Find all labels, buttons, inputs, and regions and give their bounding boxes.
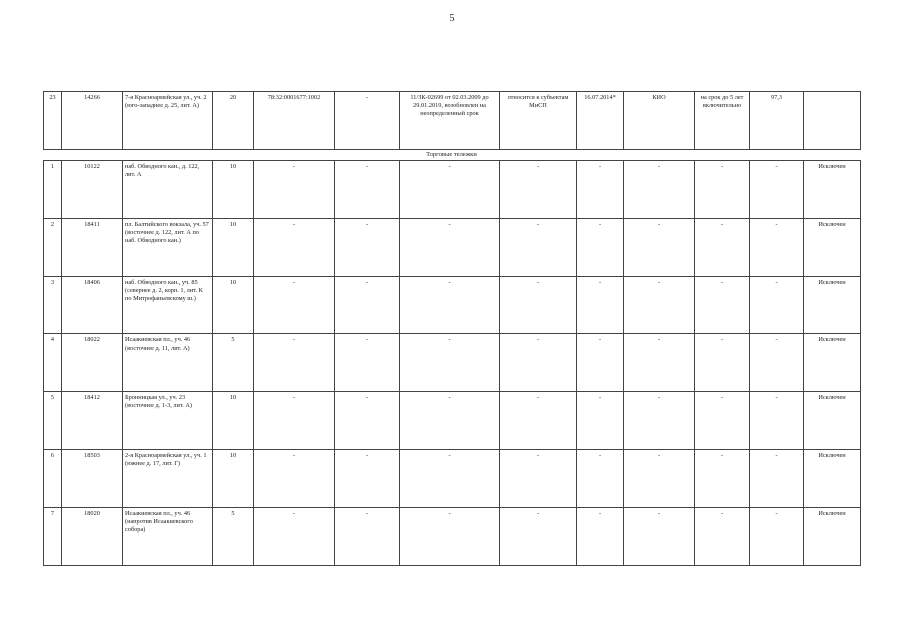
cell-col7: - [400, 161, 500, 219]
cell-col8: - [500, 507, 577, 565]
cell-col10: - [624, 507, 695, 565]
cell-col5: - [254, 449, 335, 507]
cell-code: 18411 [62, 218, 123, 276]
cell-col6: - [335, 161, 400, 219]
cell-col11: - [695, 334, 750, 392]
cell-col7: - [400, 334, 500, 392]
cell-col8: - [500, 276, 577, 334]
cell-col6: - [335, 392, 400, 450]
cell-col11: - [695, 161, 750, 219]
cell-status: Исключен [804, 334, 861, 392]
cell-date: 16.07.2014* [577, 92, 624, 150]
section-title: Торговые тележки [426, 151, 477, 158]
cell-code: 18406 [62, 276, 123, 334]
cell-col7: - [400, 449, 500, 507]
cell-code: 18412 [62, 392, 123, 450]
table-row [44, 92, 861, 150]
cell-address: Бронницкая ул., уч. 23 (восточнее д. 1-3, лит. А) [123, 392, 213, 450]
cell-address: 2-я Красноармейская ул., уч. 1 (южнее д. 17, лит. Г) [123, 449, 213, 507]
cell-col12: - [750, 392, 804, 450]
cell-area: 10 [213, 161, 254, 219]
cell-col8: - [500, 392, 577, 450]
cell-col10: - [624, 161, 695, 219]
cell-col12: - [750, 507, 804, 565]
cell-col5: - [254, 334, 335, 392]
cell-col6: - [335, 276, 400, 334]
cell-col8: - [500, 334, 577, 392]
cell-area: 20 [213, 92, 254, 150]
cell-category: относится к субъектам МиСП [500, 92, 577, 150]
cell-num: 5 [44, 392, 62, 450]
cell-org: КИО [624, 92, 695, 150]
cell-col5: - [254, 161, 335, 219]
cell-col6: - [335, 334, 400, 392]
cell-status: Исключен [804, 392, 861, 450]
cell-col6: - [335, 507, 400, 565]
table-row [44, 449, 861, 507]
cell-status: Исключен [804, 449, 861, 507]
cell-col8: - [500, 161, 577, 219]
cell-code: 10122 [62, 161, 123, 219]
cell-area: 10 [213, 218, 254, 276]
cell-num: 1 [44, 161, 62, 219]
cell-col11: - [695, 218, 750, 276]
cell-code: 14266 [62, 92, 123, 150]
cell-num: 6 [44, 449, 62, 507]
cell-col6: - [335, 449, 400, 507]
cell-address: 7-я Красноармейская ул., уч. 2 (юго-западнее д. 25, лит. А) [123, 92, 213, 150]
cell-col10: - [624, 276, 695, 334]
cell-status: Исключен [804, 161, 861, 219]
cell-area: 10 [213, 276, 254, 334]
cell-col5: - [254, 392, 335, 450]
cell-num: 2 [44, 218, 62, 276]
cell-code: 18503 [62, 449, 123, 507]
cell-code: 18020 [62, 507, 123, 565]
cell-col9: - [577, 334, 624, 392]
cell-address: пл. Балтийского вокзала, уч. 57 (восточнее д. 122, лит. А по наб. Обводного кан.) [123, 218, 213, 276]
cell-col9: - [577, 218, 624, 276]
page-number: 5 [449, 13, 455, 24]
cell-col9: - [577, 161, 624, 219]
top-table [43, 91, 861, 150]
table-row [44, 507, 861, 565]
cell-col8: - [500, 449, 577, 507]
cell-col11: - [695, 449, 750, 507]
cell-col10: - [624, 218, 695, 276]
table-row [44, 276, 861, 334]
cell-col10: - [624, 449, 695, 507]
cell-col9: - [577, 507, 624, 565]
table-row [44, 392, 861, 450]
cell-col11: - [695, 507, 750, 565]
cell-col5: - [254, 507, 335, 565]
cell-col6: - [335, 218, 400, 276]
cell-code: 18022 [62, 334, 123, 392]
cell-cadastral: 78:32:0001677:1002 [254, 92, 335, 150]
cell-address: Исаакиевская пл., уч. 46 (восточнее д. 11, лит. А) [123, 334, 213, 392]
cell-contract: 11/ЗК-02699 от 02.03.2009 до 29.01.2019, возобновлен на неопределенный срок [400, 92, 500, 150]
cell-status [804, 92, 861, 150]
cell-area: 10 [213, 449, 254, 507]
cell-col9: - [577, 449, 624, 507]
cell-col7: - [400, 392, 500, 450]
cell-col12: - [750, 449, 804, 507]
cell-col5: - [254, 218, 335, 276]
cell-col12: - [750, 276, 804, 334]
table-row [44, 161, 861, 219]
cell-status: Исключен [804, 218, 861, 276]
cell-col11: - [695, 392, 750, 450]
cell-col7: - [400, 276, 500, 334]
cell-col6: - [335, 92, 400, 150]
cell-col7: - [400, 218, 500, 276]
cell-col5: - [254, 276, 335, 334]
cell-value: 97,3 [750, 92, 804, 150]
cell-num: 4 [44, 334, 62, 392]
carts-table [43, 160, 861, 566]
cell-col8: - [500, 218, 577, 276]
cell-col12: - [750, 334, 804, 392]
cell-status: Исключен [804, 276, 861, 334]
cell-term: на срок до 5 лет включительно [695, 92, 750, 150]
cell-address: наб. Обводного кан., д. 122, лит. А [123, 161, 213, 219]
cell-num: 23 [44, 92, 62, 150]
cell-num: 7 [44, 507, 62, 565]
cell-col12: - [750, 218, 804, 276]
cell-col11: - [695, 276, 750, 334]
cell-area: 10 [213, 392, 254, 450]
cell-col9: - [577, 276, 624, 334]
cell-address: наб. Обводного кан., уч. 85 (севернее д. 2, корп. 1, лит. К по Митрофаньевскому ш.) [123, 276, 213, 334]
table-row [44, 218, 861, 276]
cell-area: 5 [213, 334, 254, 392]
cell-num: 3 [44, 276, 62, 334]
cell-area: 5 [213, 507, 254, 565]
cell-col7: - [400, 507, 500, 565]
cell-status: Исключен [804, 507, 861, 565]
cell-col10: - [624, 392, 695, 450]
table-row [44, 334, 861, 392]
cell-col12: - [750, 161, 804, 219]
cell-col10: - [624, 334, 695, 392]
cell-address: Исаакиевская пл., уч. 46 (напротив Исаакиевского собора) [123, 507, 213, 565]
cell-col9: - [577, 392, 624, 450]
